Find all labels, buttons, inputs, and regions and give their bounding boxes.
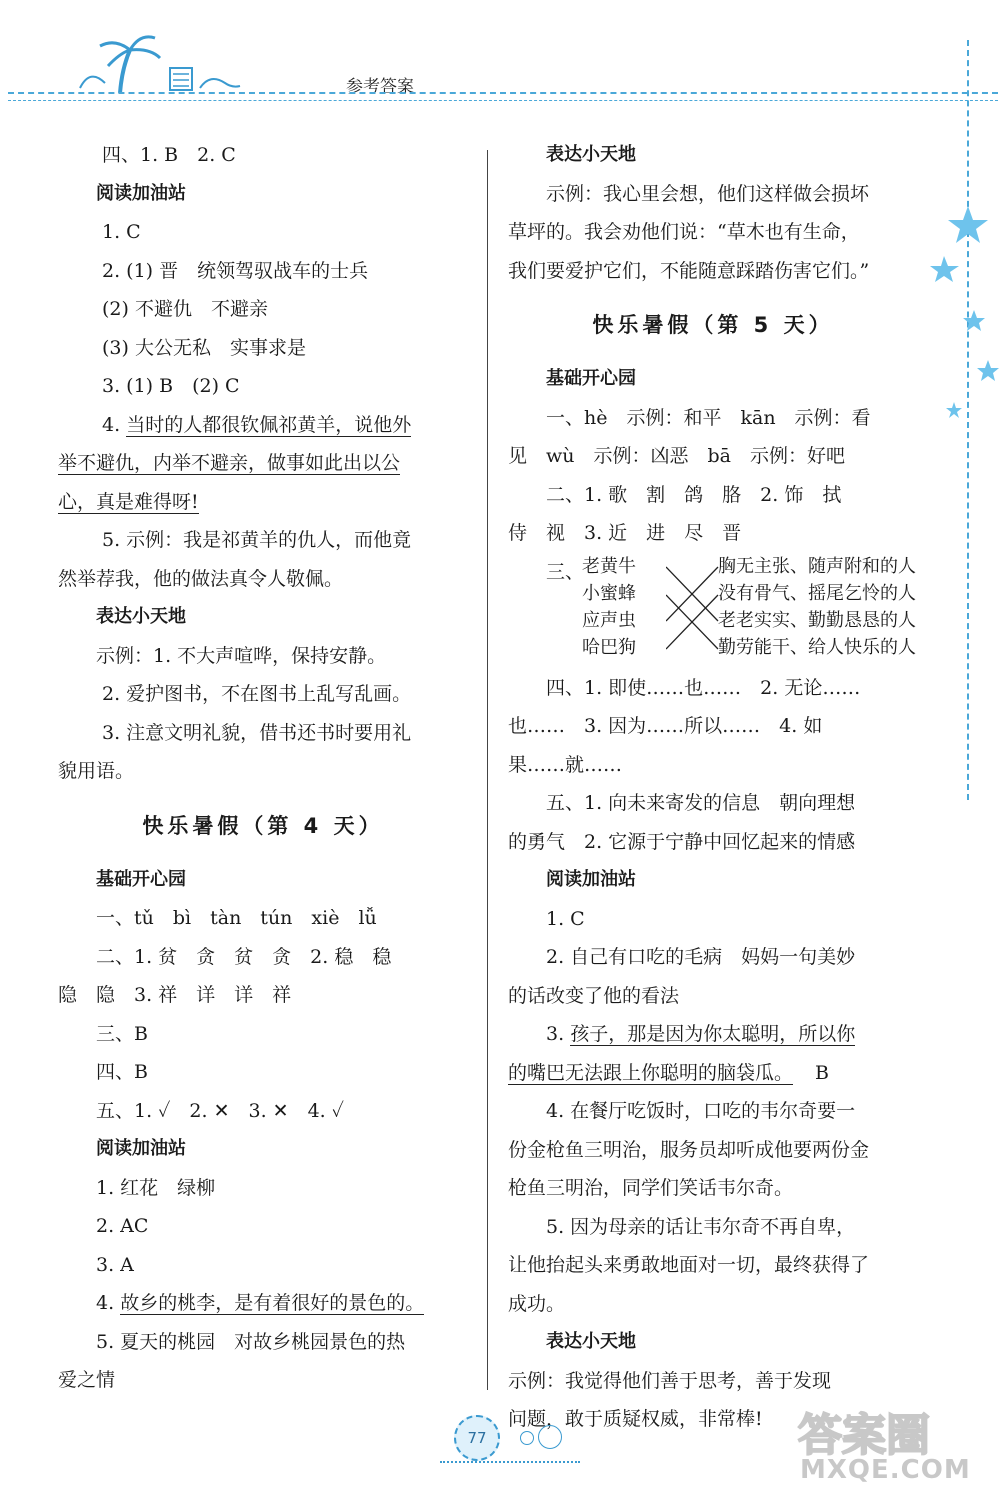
answer-number: 3.: [546, 1023, 565, 1045]
answer-line: 成功。: [508, 1292, 566, 1315]
matching-exercise: [546, 553, 918, 665]
right-column: [508, 136, 918, 1439]
watermark-url: MXQE.COM: [800, 1455, 971, 1485]
answer-line: [58, 444, 468, 483]
answer-line: 份金枪鱼三明治，服务员却听成他要两份金: [508, 1138, 870, 1161]
answer-line: 问题，敢于质疑权威，非常棒!: [508, 1408, 763, 1430]
answer-line: 让他抬起头来勇敢地面对一切，最终获得了: [508, 1254, 870, 1276]
circle-decoration-icon: [538, 1425, 562, 1449]
answer-line: 我们要爱护它们，不能随意踩踏伤害它们。”: [508, 259, 870, 282]
page-footer: [440, 1415, 580, 1465]
header-divider-thin: [8, 100, 998, 101]
match-label: 三、: [546, 560, 585, 583]
section-heading: 表达小天地: [546, 144, 636, 165]
section-heading: 阅读加油站: [96, 1138, 186, 1159]
answer-line: 五、1. ✓ 2. ✕ 3. ✕ 4. ✓: [96, 1099, 345, 1122]
answer-line: 一、hè 示例：和平 kān 示例：看: [546, 406, 871, 429]
answer-line: 3. 注意文明礼貌，借书还书时要用礼: [102, 721, 412, 744]
answer-line: 4. 在餐厅吃饭时，口吃的韦尔奇要一: [546, 1100, 856, 1122]
day-title: 快乐暑假（第 4 天）: [142, 813, 384, 838]
answer-line: 1. 红花 绿柳: [96, 1176, 216, 1199]
answer-line: 2. (1) 晋 统领驾驭战车的士兵: [102, 259, 369, 282]
match-right-item: 胸无主张、随声附和的人: [718, 555, 916, 577]
answer-line: 3. (1) B (2) C: [102, 375, 240, 397]
answer-line: 1. C: [546, 907, 585, 930]
answer-line: 三、B: [96, 1022, 148, 1045]
answer-line: 隐 隐 3. 祥 详 详 祥: [58, 984, 292, 1006]
match-left-item: 小蜜蜂: [582, 582, 636, 604]
day-title: 快乐暑假（第 5 天）: [592, 313, 834, 337]
answer-number: 4.: [102, 413, 121, 436]
answer-line: (3) 大公无私 实事求是: [102, 336, 306, 359]
answer-line: 然举荐我，他的做法真令人敬佩。: [58, 567, 344, 590]
answer-line: 二、1. 贫 贪 贫 贪 2. 稳 稳: [96, 945, 392, 968]
answer-line: 侍 视 3. 近 进 尽 晋: [508, 522, 742, 544]
section-heading: 基础开心园: [96, 868, 186, 890]
match-right-list: [718, 553, 916, 661]
answer-line: [58, 483, 468, 522]
column-divider: [487, 150, 488, 1390]
answer-line: 四、1. 即使……也…… 2. 无论……: [546, 676, 861, 699]
section-heading: 基础开心园: [546, 368, 636, 389]
answer-line: 5. 因为母亲的话让韦尔奇不再自卑，: [546, 1215, 856, 1238]
answer-line: [58, 406, 468, 445]
answer-line: 示例：我心里会想，他们这样做会损坏: [546, 182, 870, 205]
answer-line: 见 wù 示例：凶恶 bā 示例：好吧: [508, 445, 845, 467]
underlined-answer: 故乡的桃李，是有着很好的景色的。: [120, 1292, 425, 1314]
footer-dots: [440, 1461, 580, 1463]
match-right-item: 老老实实、勤勤恳恳的人: [718, 609, 916, 631]
underlined-answer: 当时的人都很钦佩祁黄羊，说他外: [126, 413, 412, 436]
answer-line: 五、1. 向未来寄发的信息 朝向理想: [546, 792, 856, 814]
answer-line: 的勇气 2. 它源于宁静中回忆起来的情感: [508, 830, 856, 853]
match-left-item: 应声虫: [582, 609, 636, 631]
match-left-item: 哈巴狗: [582, 636, 636, 658]
answer-line: 爱之情: [58, 1369, 116, 1391]
answer-line: 也…… 3. 因为……所以…… 4. 如: [508, 715, 823, 737]
svg-text:答案圈: 答案圈: [798, 1410, 930, 1461]
answer-line: 四、1. B 2. C: [102, 144, 236, 166]
section-heading: 阅读加油站: [546, 869, 636, 890]
match-right-item: 没有骨气、摇尾乞怜的人: [718, 582, 916, 604]
answer-line: 貌用语。: [58, 760, 135, 782]
answer-line: 枪鱼三明治，同学们笑话韦尔奇。: [508, 1177, 794, 1199]
answer-line: 的话改变了他的看法: [508, 984, 680, 1007]
answer-line: 5. 示例：我是祁黄羊的仇人，而他竟: [102, 529, 412, 551]
answer-line: [508, 1015, 918, 1054]
answer-line: 示例：我觉得他们善于思考，善于发现: [508, 1369, 832, 1392]
match-left-item: 老黄牛: [582, 555, 636, 577]
answer-line: 果……就……: [508, 753, 623, 776]
answer-line: 二、1. 歌 割 鸽 胳 2. 饰 拭: [546, 483, 842, 506]
answer-line: 2. AC: [96, 1215, 149, 1237]
left-column: [58, 136, 468, 1400]
answer-line: 3. A: [96, 1253, 134, 1276]
match-left-list: [582, 553, 636, 661]
answer-line: (2) 不避仇 不避亲: [102, 298, 268, 320]
answer-line: 5. 夏天的桃园 对故乡桃园景色的热: [96, 1330, 406, 1353]
section-heading: 阅读加油站: [96, 182, 186, 204]
answer-line: 示例：1. 不大声喧哗，保持安静。: [96, 644, 387, 667]
answer-line: 一、tǔ bì tàn tún xiè lǚ: [96, 907, 377, 929]
underlined-answer: 举不避仇，内举不避亲，做事如此出以公: [58, 452, 401, 474]
star-decoration-icon: [930, 200, 1000, 430]
page-number: 77: [454, 1415, 500, 1461]
section-heading: 表达小天地: [546, 1331, 636, 1352]
answer-line: 1. C: [102, 221, 141, 243]
underlined-answer: 孩子，那是因为你太聪明，所以你: [570, 1023, 856, 1045]
circle-decoration-icon: [520, 1431, 534, 1445]
answer-choice: B: [815, 1061, 829, 1084]
answer-line: 四、B: [96, 1061, 148, 1083]
match-right-item: 勤劳能干、给人快乐的人: [718, 636, 916, 658]
answer-line: [508, 1054, 918, 1093]
underlined-answer: 心，真是难得呀!: [58, 490, 199, 513]
header-title: 参考答案: [346, 77, 414, 97]
answer-line: 2. 爱护图书，不在图书上乱写乱画。: [102, 683, 412, 705]
header-divider: [8, 92, 998, 94]
answer-line: 草坪的。我会劝他们说：“草木也有生命，: [508, 221, 860, 243]
answer-line: 2. 自己有口吃的毛病 妈妈一句美妙: [546, 946, 856, 968]
underlined-answer: 的嘴巴无法跟上你聪明的脑袋瓜。: [508, 1061, 794, 1084]
section-heading: 表达小天地: [96, 606, 186, 627]
answer-line: [58, 1284, 468, 1323]
match-lines: [666, 559, 720, 663]
answer-number: 4.: [96, 1292, 115, 1314]
